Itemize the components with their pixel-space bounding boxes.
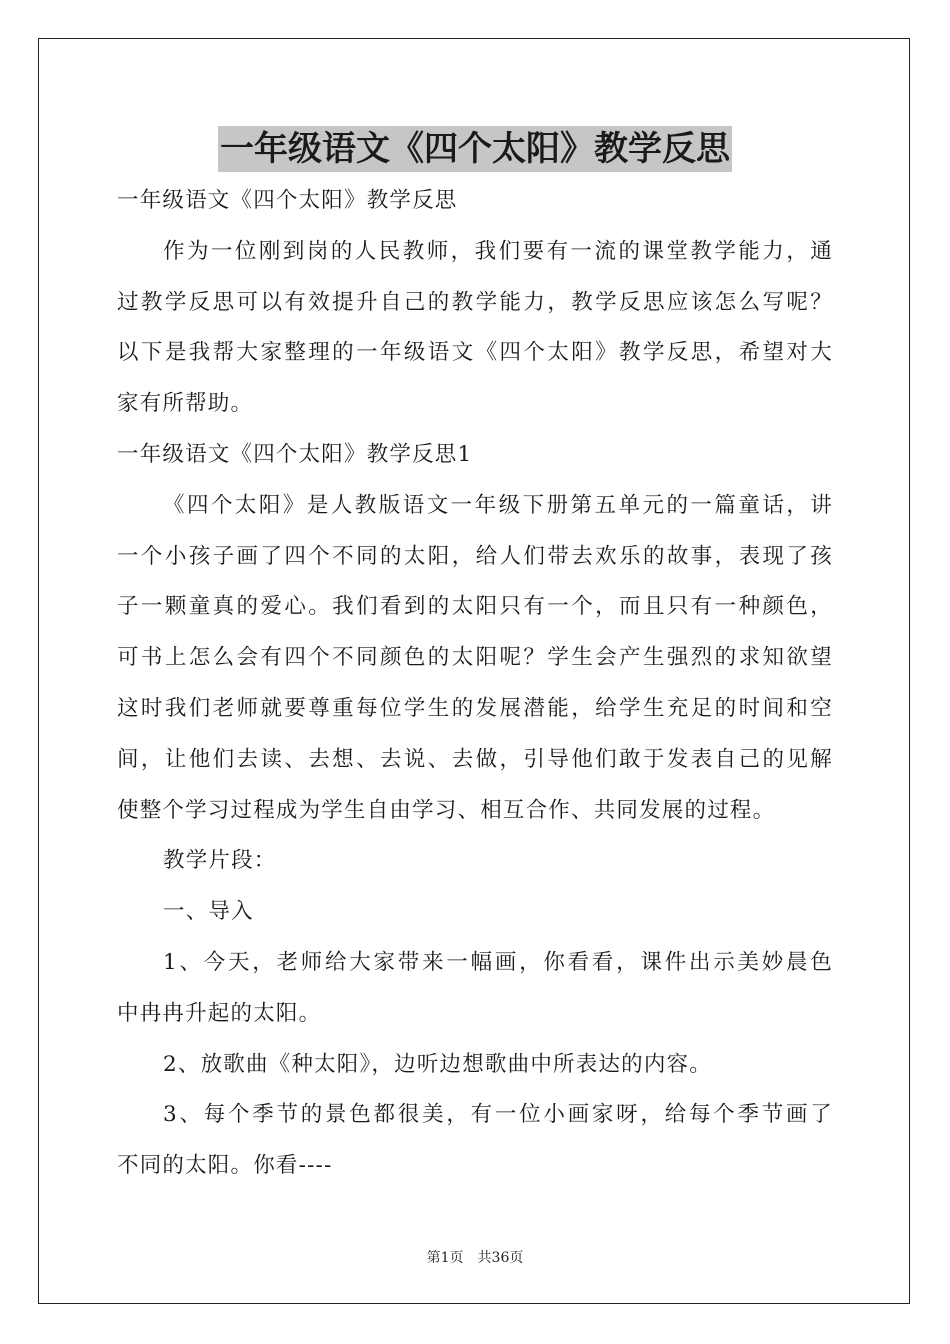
text-line: 中冉冉升起的太阳。 (117, 1000, 322, 1026)
text-line: 这时我们老师就要尊重每位学生的发展潜能，给学生充足的时间和空 (117, 695, 833, 721)
text-line: 《四个太阳》是人教版语文一年级下册第五单元的一篇童话，讲 (163, 492, 833, 518)
document-title-block (0, 126, 950, 172)
text-line: 作为一位刚到岗的人民教师，我们要有一流的课堂教学能力，通 (163, 238, 833, 264)
text-line: 一、导入 (163, 899, 254, 925)
text-line: 可书上怎么会有四个不同颜色的太阳呢？学生会产生强烈的求知欲望 (117, 645, 833, 671)
text-line: 使整个学习过程成为学生自由学习、相互合作、共同发展的过程。 (117, 797, 776, 823)
text-line: 一个小孩子画了四个不同的太阳，给人们带去欢乐的故事，表现了孩 (117, 543, 833, 569)
text-line: 家有所帮助。 (117, 391, 254, 417)
text-line: 以下是我帮大家整理的一年级语文《四个太阳》教学反思，希望对大 (117, 340, 833, 366)
text-line: 教学片段： (163, 848, 277, 874)
document-body (117, 176, 833, 1192)
text-line: 3、每个季节的景色都很美，有一位小画家呀，给每个季节画了 (163, 1102, 833, 1128)
text-line: 子一颗童真的爱心。我们看到的太阳只有一个，而且只有一种颜色， (117, 594, 833, 620)
text-line: 不同的太阳。你看---- (117, 1153, 333, 1179)
text-line: 间，让他们去读、去想、去说、去做，引导他们敢于发表自己的见解 (117, 746, 833, 772)
text-line: 一年级语文《四个太阳》教学反思1 (117, 441, 473, 467)
text-line: 1、今天，老师给大家带来一幅画，你看看，课件出示美妙晨色 (163, 949, 833, 975)
page-footer: 第1页 共36页 (426, 1250, 524, 1266)
text-line: 一年级语文《四个太阳》教学反思 (117, 188, 458, 213)
text-line: 2、放歌曲《种太阳》，边听边想歌曲中所表达的内容。 (163, 1051, 712, 1077)
document-title: 一年级语文《四个太阳》教学反思 (218, 126, 732, 172)
text-line: 过教学反思可以有效提升自己的教学能力，教学反思应该怎么写呢？ (117, 289, 833, 315)
